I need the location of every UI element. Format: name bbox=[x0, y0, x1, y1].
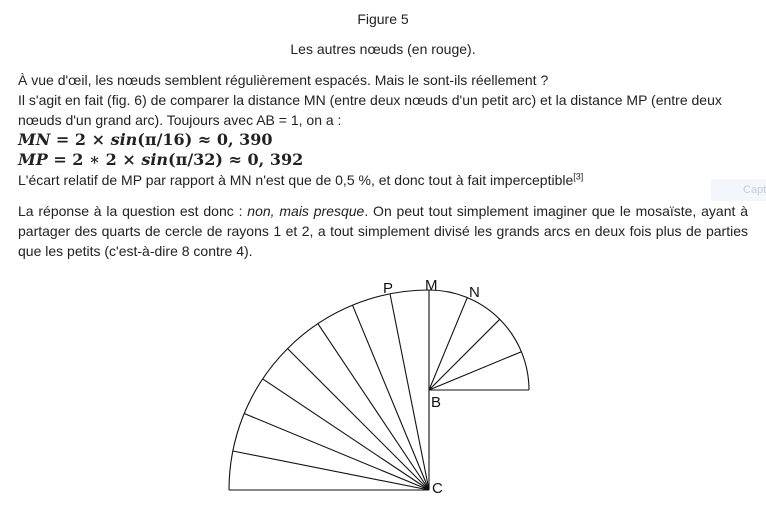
paragraph-answer-emphasis: non, mais presque bbox=[247, 203, 365, 219]
formula-mp-eq: = 2 ∗ 2 × bbox=[47, 150, 142, 169]
footnote-ref-link[interactable]: [3] bbox=[573, 171, 584, 182]
figure-caption: Les autres nœuds (en rouge). bbox=[290, 41, 476, 57]
formula-mp-fn: sin bbox=[141, 150, 169, 169]
formula-mn-eq: = 2 × bbox=[50, 130, 111, 149]
point-label-n: N bbox=[469, 284, 480, 301]
formula-mp-lhs: MP bbox=[18, 150, 48, 169]
large-arc-radius-6 bbox=[353, 305, 430, 490]
figure-number: Figure 5 bbox=[357, 11, 409, 27]
large-arc-radius-2 bbox=[244, 414, 429, 491]
paragraph-answer-after: . On peut tout simplement imaginer que le mosaïste, ayant à partager des quarts de cercle de rayons 1 et 2, a tout simplement divisé les grands arcs en deux fois plus de parties que les petits (c'est-à-dire 8 contre 4). bbox=[18, 203, 748, 259]
point-label-b: B bbox=[431, 394, 442, 411]
paragraph-intro-line-3: nœuds d'un grand arc). Toujours avec AB = 1, on a : bbox=[18, 112, 342, 128]
small-arc-radius-2 bbox=[429, 319, 500, 390]
formula-mp-arg: (π/32) bbox=[168, 150, 223, 169]
paragraph-answer-before: La réponse à la question est donc : bbox=[18, 203, 248, 219]
formula-mp-approx: ≈ 0, 392 bbox=[223, 150, 304, 169]
formula-mn-approx: ≈ 0, 390 bbox=[192, 130, 273, 149]
point-label-m: M bbox=[425, 277, 438, 294]
formula-mn-arg: (π/16) bbox=[137, 130, 193, 149]
formula-mn-lhs: MN bbox=[18, 130, 51, 149]
paragraph-intro-line-2: Il s'agit en fait (fig. 6) de comparer la distance MN (entre deux nœuds d'un petit arc) et la distance MP (entre deux bbox=[18, 92, 722, 108]
large-arc-radius-4 bbox=[288, 349, 429, 490]
point-label-c: C bbox=[432, 480, 443, 497]
relative-gap-note-text: L'écart relatif de MP par rapport à MN n'est que de 0,5 %, et donc tout à fait imperceptible bbox=[18, 172, 574, 188]
caption-tab[interactable]: Capt bbox=[711, 179, 766, 201]
point-label-p: P bbox=[383, 280, 394, 297]
paragraph-intro-line-1: À vue d'œil, les nœuds semblent régulièrement espacés. Mais le sont-ils réellement ? bbox=[18, 72, 549, 88]
formula-mn-fn: sin bbox=[110, 130, 138, 149]
